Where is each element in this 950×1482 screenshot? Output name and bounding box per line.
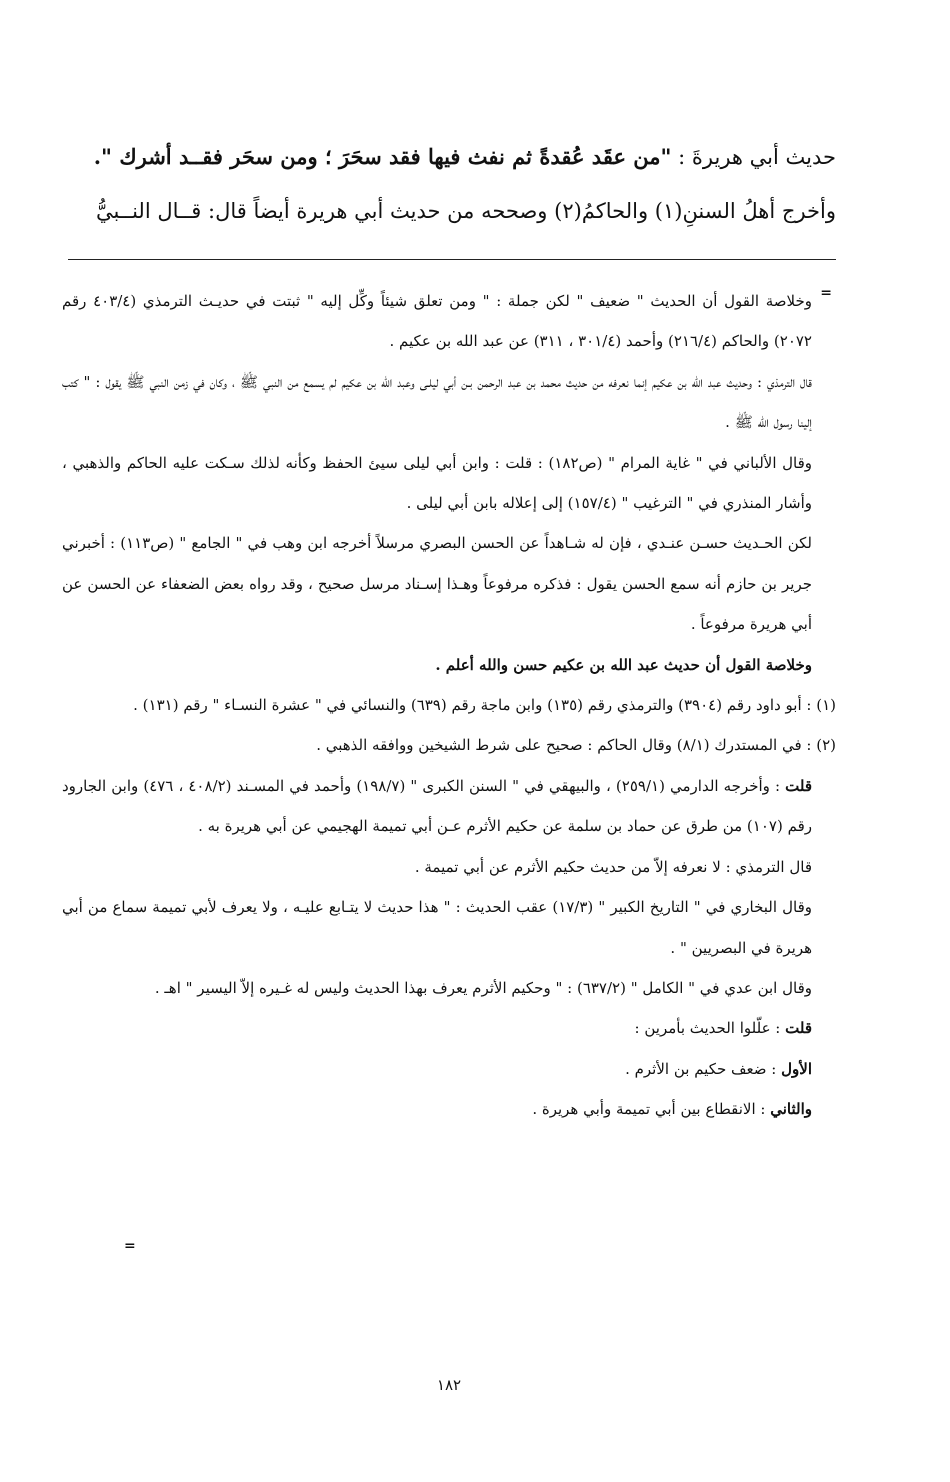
page bbox=[62, 0, 836, 1482]
main-text bbox=[62, 130, 836, 238]
qultu2-label: قلت bbox=[785, 1019, 812, 1038]
footnote-2: (٢) : في المستدرك (٨/١) وقال الحاكم : صحيح على شرط الشيخين ووافقه الذهبي . bbox=[316, 736, 836, 755]
qultu-paragraph bbox=[62, 766, 836, 847]
conclusion-line: وخلاصة القول أن حديث عبد الله بن عكيم حسن والله أعلم . bbox=[435, 655, 812, 674]
second-label: والثاني bbox=[770, 1100, 812, 1119]
continuation-marker-top: = bbox=[820, 285, 832, 301]
continuation-marker-bottom: = bbox=[124, 1238, 136, 1254]
second-reason bbox=[62, 1089, 836, 1129]
continuation-paragraph-3: وقال الألباني في " غاية المرام " (ص١٨٢) : قلت : وابن أبي ليلى سيئ الحفظ وكأنه لذلك سـكت عليه الحاكم والذهبي ، وأشار المنذري في " الترغيب " (١٥٧/٤) إلى إعلاله بابن أبي ليلى . bbox=[62, 453, 812, 513]
continuation-paragraph-1: وخلاصة القول أن الحديث " ضعيف " لكن جملة : " ومن تعلق شيئاً وكِّل إليه " ثبتت في حديـث الترمذي (٤٠٣/٤ رقم ٢٠٧٢) والحاكم (٢١٦/٤) وأحمد (٣٠١/٤ ، ٣١١) عن عبد الله بن عكيم . bbox=[62, 292, 812, 351]
page-number: ١٨٢ bbox=[436, 1376, 462, 1394]
first-reason bbox=[62, 1049, 836, 1089]
hadith-quote: "من عقَد عُقدةً ثم نفث فيها فقد سحَرَ ؛ ومن سحَر فقــد أشرك ". bbox=[93, 144, 672, 169]
first-text: : ضعف حكيم بن الأثرم . bbox=[625, 1059, 782, 1078]
qultu2-text: : علّلوا الحديث بأمرين : bbox=[634, 1019, 786, 1038]
second-text: : الانقطاع بين أبي تميمة وأبي هريرة . bbox=[532, 1100, 771, 1119]
ibn-adi-paragraph: وقال ابن عدي في " الكامل " (٦٣٧/٢) : " وحكيم الأثرم يعرف بهذا الحديث وليس له غـيره إلاّ اليسير " اهـ . bbox=[154, 978, 812, 997]
footnote-separator bbox=[68, 259, 836, 260]
continuation-paragraph-4: لكن الحـديث حسـن عنـدي ، فإن له شـاهداً عن الحسن البصري مرسلاً أخرجه ابن وهب في " الجامع " (ص١١٣) : أخبرني جرير بن حازم أنه سمع الحسن يقول : فذكره مرفوعاً وهـذا إسـناد مرسل صحيح ، وقد رواه بعض الضعفاء عن الحسن عن أبي هريرة مرفوعاً . bbox=[62, 534, 812, 634]
tirmidhi-paragraph: قال الترمذي : لا نعرفه إلاّ من حديث حكيم الأثرم عن أبي تميمة . bbox=[414, 857, 812, 876]
main-line-1 bbox=[62, 130, 836, 184]
qultu-text: : وأخرجه الدارمي (٢٥٩/١) ، والبيهقي في " السنن الكبرى " (١٩٨/٧) وأحمد في المسـند (٤٠٨/٢ ، ٤٧٦) وابن الجارود رقم (١٠٧) من طرق عن حماد بن سلمة عن حكيم الأثرم عـن أبي تميمة الهجيمي عن أبي هريرة به . bbox=[62, 776, 812, 836]
qultu2-paragraph bbox=[62, 1008, 836, 1048]
first-label: الأول bbox=[781, 1059, 812, 1078]
footnote-1: (١) : أبو داود رقم (٣٩٠٤) والترمذي رقم (١٣٥) وابن ماجة رقم (٦٣٩) والنسائي في " عشرة النسـاء " رقم (١٣١) . bbox=[133, 696, 836, 715]
bukhari-paragraph: وقال البخاري في " التاريخ الكبير " (١٧/٣) عقب الحديث : " هذا حديث لا يتـابع عليـه ، ولا يعرف لأبي تميمة سماع من أبي هريرة في البصريين " . bbox=[62, 898, 812, 957]
main-line-2: وأخرج أهلُ السننِ(١) والحاكمُ(٢) وصححه من حديث أبي هريرة أيضاً قال: قــال النــبيُّ bbox=[95, 199, 836, 223]
continuation-paragraph-2: قال الترمذي : وحديث عبد الله بن عكيم إنما نعرفه من حديث محمد بن عبد الرحمن بـن أبي ليلـى وعبد الله بن عكيم لم يسمع من النبي ﷺ ، وكان في زمن النبي ﷺ يقول : " كتب إلينا رسول الله ﷺ . bbox=[62, 372, 812, 432]
qultu-label: قلت bbox=[785, 776, 812, 795]
footnotes bbox=[62, 281, 836, 1130]
main-line-1-lead: حديث أبي هريرةَ : bbox=[671, 145, 836, 169]
